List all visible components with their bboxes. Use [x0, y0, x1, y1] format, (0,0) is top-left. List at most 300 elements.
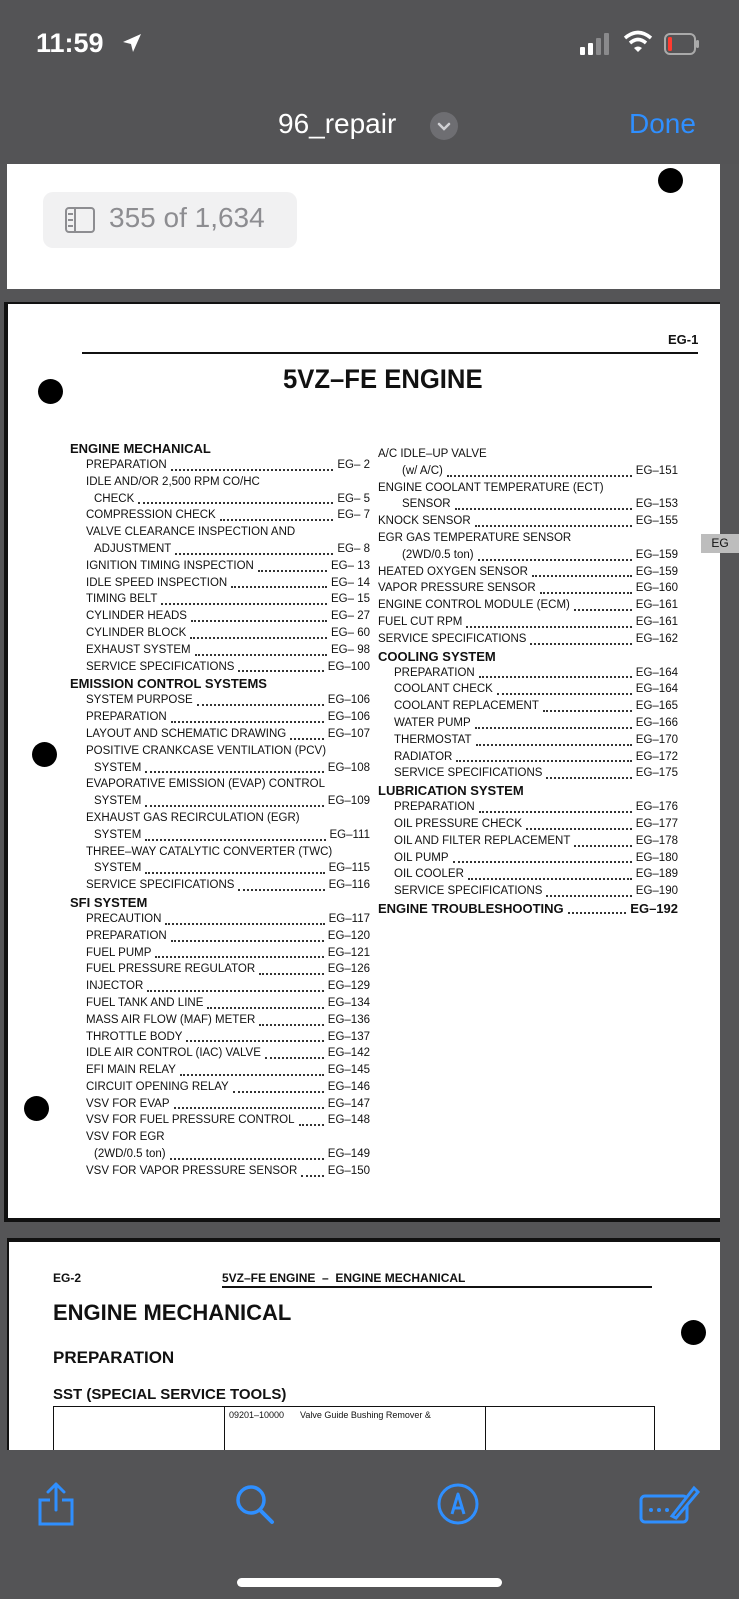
- dot-leader: [238, 670, 323, 672]
- toc-entry-page: EG–145: [327, 1064, 370, 1077]
- toc-entry[interactable]: [378, 866, 678, 883]
- toc-entry[interactable]: [378, 732, 678, 749]
- chevron-down-icon: [430, 112, 458, 140]
- toc-entry-title: SFI SYSTEM: [70, 894, 148, 910]
- toc-right-column: [378, 446, 678, 917]
- toc-entry-page: EG–117: [328, 912, 370, 925]
- status-time: 11:59: [36, 28, 104, 58]
- toc-entry-title: THROTTLE BODY: [86, 1030, 183, 1043]
- toc-entry-page: EG– 2: [337, 459, 370, 471]
- toc-entry-title: THREE–WAY CATALYTIC CONVERTER (TWC): [86, 845, 333, 858]
- toc-entry[interactable]: [378, 765, 678, 782]
- dot-leader: [231, 586, 327, 588]
- toc-entry[interactable]: [70, 860, 370, 877]
- section-title: ENGINE MECHANICAL: [53, 1300, 292, 1325]
- toc-entry-page: EG–126: [327, 963, 370, 976]
- page-indicator-label: 355 of 1,634: [109, 202, 265, 233]
- toc-entry-title: COOLANT CHECK: [394, 683, 493, 696]
- toc-entry-page: EG– 15: [331, 593, 370, 606]
- toc-entry-title: OIL PUMP: [394, 851, 449, 864]
- toc-entry[interactable]: [70, 1029, 370, 1046]
- dot-leader: [543, 710, 632, 712]
- toc-entry[interactable]: [378, 547, 678, 564]
- toc-entry-page: EG–107: [327, 727, 370, 740]
- toc-entry-page: EG–151: [635, 464, 678, 477]
- toc-entry-title: VSV FOR FUEL PRESSURE CONTROL: [86, 1114, 295, 1127]
- toc-entry-title: RADIATOR: [394, 750, 453, 763]
- dot-leader: [526, 828, 632, 830]
- toc-entry-page: EG–106: [327, 711, 370, 724]
- toc-entry[interactable]: [70, 911, 370, 928]
- dot-leader: [233, 1091, 324, 1093]
- toc-entry-page: EG–121: [327, 946, 370, 959]
- toc-entry[interactable]: [378, 715, 678, 732]
- toc-entry-title: SERVICE SPECIFICATIONS: [378, 632, 527, 645]
- dot-leader: [171, 469, 334, 471]
- toc-entry-title: ENGINE CONTROL MODULE (ECM): [378, 599, 570, 612]
- toc-entry[interactable]: [70, 524, 370, 541]
- toc-entry-title: SYSTEM: [94, 862, 142, 875]
- toc-entry-page: EG–160: [635, 582, 678, 595]
- toc-entry-title: HEATED OXYGEN SENSOR: [378, 565, 528, 578]
- home-indicator[interactable]: [237, 1578, 502, 1587]
- toc-entry-page: EG–190: [635, 885, 678, 898]
- toc-entry-page: EG– 8: [337, 542, 370, 555]
- toc-entry-page: EG–161: [635, 615, 678, 628]
- dot-leader: [138, 502, 333, 504]
- toc-section-heading[interactable]: [70, 441, 370, 457]
- toc-entry-page: EG–164: [635, 666, 678, 679]
- toc-entry[interactable]: [70, 743, 370, 760]
- toc-entry-title: KNOCK SENSOR: [378, 515, 471, 528]
- toc-entry-title: OIL PRESSURE CHECK: [394, 817, 523, 830]
- toc-entry[interactable]: [70, 1079, 370, 1096]
- toc-entry[interactable]: [70, 709, 370, 726]
- toc-entry-title: FUEL CUT RPM: [378, 615, 463, 628]
- toc-entry-page: EG–189: [635, 868, 678, 881]
- toc-entry-page: EG–146: [327, 1080, 370, 1093]
- signature-icon[interactable]: [638, 1482, 700, 1526]
- dot-leader: [258, 570, 327, 572]
- toc-entry[interactable]: [378, 698, 678, 715]
- toc-entry[interactable]: [70, 1163, 370, 1180]
- toc-entry[interactable]: [70, 474, 370, 491]
- toc-entry-page: EG–165: [635, 700, 678, 713]
- toc-entry[interactable]: [70, 591, 370, 608]
- punch-hole: [681, 1320, 706, 1345]
- page-title: 5VZ–FE ENGINE: [283, 364, 483, 394]
- dot-leader: [191, 620, 327, 622]
- toc-entry[interactable]: [70, 1112, 370, 1129]
- dot-leader: [455, 508, 632, 510]
- toc-entry[interactable]: [70, 928, 370, 945]
- toc-entry-title: EXHAUST GAS RECIRCULATION (EGR): [86, 811, 300, 824]
- toc-entry[interactable]: [70, 961, 370, 978]
- location-arrow-icon: [122, 33, 142, 53]
- tool-name: Valve Guide Bushing Remover &: [300, 1410, 431, 1420]
- toc-entry-title: OIL AND FILTER REPLACEMENT: [394, 834, 571, 847]
- toc-entry[interactable]: [378, 681, 678, 698]
- punch-hole: [24, 1096, 49, 1121]
- dot-leader: [161, 603, 327, 605]
- toc-entry-title: THERMOSTAT: [394, 733, 472, 746]
- toc-entry-page: EG–159: [635, 565, 678, 578]
- toc-entry-page: EG– 13: [331, 559, 370, 572]
- toc-entry-page: EG– 27: [331, 610, 370, 623]
- toc-entry-title: WATER PUMP: [394, 716, 471, 729]
- toc-entry-title: FUEL PUMP: [86, 946, 152, 959]
- dot-leader: [299, 1124, 324, 1126]
- toc-entry-page: EG–153: [635, 498, 678, 511]
- toc-entry[interactable]: [70, 692, 370, 709]
- header-rule: [222, 1286, 652, 1288]
- toc-entry[interactable]: [70, 642, 370, 659]
- toc-entry-title: PREPARATION: [86, 711, 167, 724]
- toc-entry[interactable]: [378, 463, 678, 480]
- dot-leader: [190, 637, 327, 639]
- markup-icon[interactable]: [436, 1482, 480, 1526]
- dot-leader: [479, 811, 632, 813]
- toc-section-heading[interactable]: [378, 901, 678, 917]
- toc-entry[interactable]: [70, 491, 370, 508]
- wifi-icon: [623, 30, 653, 54]
- toc-entry-title: IDLE AIR CONTROL (IAC) VALVE: [86, 1047, 261, 1060]
- toc-entry[interactable]: [70, 1129, 370, 1146]
- dot-leader: [238, 889, 324, 891]
- dot-leader: [476, 744, 632, 746]
- toc-left-column: [70, 440, 370, 1180]
- punch-hole: [32, 742, 57, 767]
- toc-entry-page: EG–129: [327, 980, 370, 993]
- toc-entry-title: INJECTOR: [86, 980, 144, 993]
- dot-leader: [180, 1074, 324, 1076]
- document-title[interactable]: 96_repair: [278, 108, 397, 139]
- toc-entry-title: EGR GAS TEMPERATURE SENSOR: [378, 531, 572, 544]
- section-subtitle: PREPARATION: [53, 1348, 175, 1367]
- toc-entry-page: EG–100: [327, 660, 370, 673]
- dot-leader: [145, 805, 324, 807]
- toc-entry[interactable]: [70, 608, 370, 625]
- toc-entry[interactable]: [70, 877, 370, 894]
- toc-entry[interactable]: [378, 496, 678, 513]
- toc-entry[interactable]: [378, 816, 678, 833]
- toc-entry[interactable]: [70, 726, 370, 743]
- toc-entry-page: EG–134: [327, 996, 370, 1009]
- dot-leader: [220, 519, 334, 521]
- toc-entry[interactable]: [70, 995, 370, 1012]
- dot-leader: [186, 1040, 323, 1042]
- toc-entry-title: SERVICE SPECIFICATIONS: [86, 879, 235, 892]
- toc-entry[interactable]: [70, 558, 370, 575]
- toc-entry[interactable]: [378, 883, 678, 900]
- punch-hole: [658, 168, 683, 193]
- toc-entry[interactable]: [378, 799, 678, 816]
- toc-entry[interactable]: [70, 1146, 370, 1163]
- dot-leader: [259, 973, 324, 975]
- toc-entry-title: VSV FOR VAPOR PRESSURE SENSOR: [86, 1164, 298, 1177]
- dot-leader: [468, 878, 632, 880]
- toc-entry-title: CYLINDER HEADS: [86, 610, 187, 623]
- dot-leader: [147, 990, 324, 992]
- toc-entry-page: EG– 98: [331, 643, 370, 656]
- toc-entry-title: SERVICE SPECIFICATIONS: [86, 660, 235, 673]
- toc-entry[interactable]: [70, 760, 370, 777]
- toc-entry-page: EG–106: [327, 694, 370, 707]
- toc-entry[interactable]: [378, 513, 678, 530]
- toc-entry-title: PRECAUTION: [86, 912, 162, 925]
- page-number: EG-2: [53, 1271, 82, 1285]
- toc-entry-page: EG–162: [635, 632, 678, 645]
- toc-entry-title: IDLE AND/OR 2,500 RPM CO/HC: [86, 475, 260, 488]
- toc-entry-title: EXHAUST SYSTEM: [86, 643, 191, 656]
- toc-entry-title: COMPRESSION CHECK: [86, 509, 216, 522]
- toc-entry-title: A/C IDLE–UP VALVE: [378, 448, 487, 460]
- dot-leader: [532, 575, 632, 577]
- toc-entry-page: EG–176: [635, 801, 678, 814]
- dot-leader: [497, 693, 632, 695]
- toc-entry-title: CHECK: [94, 492, 135, 505]
- document-page-eg2: [7, 1238, 720, 1450]
- toc-entry[interactable]: [70, 978, 370, 995]
- dot-leader: [145, 771, 324, 773]
- dot-leader: [175, 553, 333, 555]
- toc-entry-title: FUEL TANK AND LINE: [86, 996, 204, 1009]
- share-icon[interactable]: [36, 1482, 76, 1526]
- toc-entry-page: EG–115: [328, 862, 370, 875]
- sst-heading: SST (SPECIAL SERVICE TOOLS): [53, 1386, 287, 1403]
- toc-entry[interactable]: [70, 625, 370, 642]
- toc-entry-title: SENSOR: [402, 498, 451, 511]
- previous-page: [7, 164, 720, 289]
- toc-entry[interactable]: [70, 810, 370, 827]
- toc-entry-page: EG–170: [635, 733, 678, 746]
- toc-entry-page: EG–108: [327, 761, 370, 774]
- dot-leader: [475, 727, 632, 729]
- toc-entry-title: TIMING BELT: [86, 593, 158, 606]
- toc-entry-title: COOLING SYSTEM: [378, 648, 496, 664]
- dot-leader: [456, 760, 631, 762]
- toc-entry[interactable]: [70, 793, 370, 810]
- toc-entry-title: SERVICE SPECIFICATIONS: [394, 885, 543, 898]
- toc-entry-page: EG–180: [635, 851, 678, 864]
- toc-entry[interactable]: [378, 749, 678, 766]
- toc-entry[interactable]: [70, 1012, 370, 1029]
- toc-entry[interactable]: [70, 844, 370, 861]
- battery-icon: [664, 33, 700, 55]
- toc-entry-title: POSITIVE CRANKCASE VENTILATION (PCV): [86, 744, 327, 757]
- dot-leader: [174, 1107, 324, 1109]
- toc-entry-title: PREPARATION: [394, 801, 475, 814]
- toc-entry-title: (w/ A/C): [402, 464, 443, 477]
- toc-entry-page: EG–150: [327, 1164, 370, 1177]
- toc-entry-page: EG–149: [327, 1148, 370, 1161]
- page-thumbnails-icon: [65, 207, 95, 233]
- cellular-signal-icon: [580, 33, 614, 55]
- toc-entry[interactable]: [378, 564, 678, 581]
- toc-entry[interactable]: [378, 665, 678, 682]
- toc-entry-page: EG– 60: [331, 626, 370, 639]
- toc-entry-page: EG– 7: [337, 509, 370, 522]
- toc-section-heading[interactable]: [378, 783, 678, 799]
- toc-entry-title: PREPARATION: [394, 666, 475, 679]
- toc-entry[interactable]: [70, 507, 370, 524]
- toc-entry[interactable]: [70, 776, 370, 793]
- section-tab[interactable]: EG: [701, 534, 739, 553]
- toc-entry-title: VALVE CLEARANCE INSPECTION AND: [86, 526, 296, 539]
- sst-table: [53, 1406, 655, 1450]
- dot-leader: [165, 923, 324, 925]
- toc-entry-title: SYSTEM: [94, 761, 142, 774]
- toc-entry-title: CIRCUIT OPENING RELAY: [86, 1080, 229, 1093]
- toc-entry[interactable]: [70, 1096, 370, 1113]
- document-viewer[interactable]: [0, 164, 739, 1450]
- dot-leader: [546, 895, 631, 897]
- toc-entry-page: EG–161: [635, 599, 678, 612]
- dot-leader: [171, 721, 324, 723]
- toc-entry[interactable]: [378, 614, 678, 631]
- title-menu-button[interactable]: [430, 112, 458, 140]
- toc-entry-title: EVAPORATIVE EMISSION (EVAP) CONTROL: [86, 778, 325, 791]
- document-navbar: [0, 92, 739, 164]
- done-button[interactable]: Done: [629, 108, 696, 139]
- toc-entry-title: IDLE SPEED INSPECTION: [86, 576, 228, 589]
- toc-section-heading[interactable]: [378, 649, 678, 665]
- page-indicator[interactable]: [43, 192, 297, 248]
- toc-entry-title: ENGINE COOLANT TEMPERATURE (ECT): [378, 481, 604, 494]
- toc-entry-title: VSV FOR EVAP: [86, 1097, 170, 1110]
- dot-leader: [290, 738, 324, 740]
- toc-entry[interactable]: [378, 850, 678, 867]
- toc-entry[interactable]: [70, 827, 370, 844]
- toc-entry-title: COOLANT REPLACEMENT: [394, 700, 539, 713]
- dot-leader: [195, 654, 327, 656]
- toc-entry-page: EG–175: [635, 767, 678, 780]
- header-rule: [82, 352, 698, 354]
- toc-entry[interactable]: [378, 480, 678, 497]
- toc-entry[interactable]: [378, 597, 678, 614]
- toc-entry[interactable]: [378, 833, 678, 850]
- toc-entry-page: EG–192: [630, 900, 678, 916]
- toc-entry-page: EG–178: [635, 834, 678, 847]
- toc-entry[interactable]: [378, 580, 678, 597]
- toc-entry-page: EG–116: [328, 879, 370, 892]
- document-page-eg1: [4, 302, 720, 1222]
- toc-entry-page: EG–159: [635, 548, 678, 561]
- toc-entry-page: EG–164: [635, 683, 678, 696]
- toc-entry[interactable]: [70, 1045, 370, 1062]
- toc-entry[interactable]: [70, 659, 370, 676]
- toc-entry[interactable]: [378, 530, 678, 547]
- punch-hole: [38, 379, 63, 404]
- dot-leader: [170, 1158, 324, 1160]
- toc-entry-page: EG–172: [635, 750, 678, 763]
- dot-leader: [207, 1007, 323, 1009]
- toc-entry-title: FUEL PRESSURE REGULATOR: [86, 963, 256, 976]
- search-icon[interactable]: [234, 1482, 276, 1526]
- dot-leader: [568, 912, 627, 914]
- toc-entry-title: (2WD/0.5 ton): [94, 1148, 166, 1161]
- dot-leader: [466, 626, 631, 628]
- toc-entry-title: SYSTEM: [94, 828, 142, 841]
- dot-leader: [197, 704, 324, 706]
- toc-entry[interactable]: [378, 446, 678, 463]
- dot-leader: [475, 525, 632, 527]
- page-header: 5VZ–FE ENGINE – ENGINE MECHANICAL: [222, 1271, 466, 1285]
- toc-entry-title: ADJUSTMENT: [94, 542, 172, 555]
- toc-section-heading[interactable]: [70, 676, 370, 692]
- toc-entry-page: EG–111: [329, 828, 370, 841]
- dot-leader: [155, 956, 323, 958]
- toc-entry-title: SYSTEM: [94, 795, 142, 808]
- toc-entry-page: EG–137: [327, 1030, 370, 1043]
- dot-leader: [447, 475, 632, 477]
- toc-entry-page: EG–109: [327, 795, 370, 808]
- toc-entry-title: ENGINE MECHANICAL: [70, 441, 211, 456]
- dot-leader: [301, 1175, 323, 1177]
- toc-entry-title: CYLINDER BLOCK: [86, 626, 187, 639]
- toc-entry[interactable]: [70, 457, 370, 474]
- toc-entry[interactable]: [378, 631, 678, 648]
- dot-leader: [265, 1057, 324, 1059]
- status-bar: [0, 0, 739, 92]
- toc-entry-page: EG–148: [327, 1114, 370, 1127]
- toc-entry-page: EG–166: [635, 716, 678, 729]
- dot-leader: [479, 676, 632, 678]
- toc-entry[interactable]: [70, 945, 370, 962]
- toc-entry-title: SYSTEM PURPOSE: [86, 694, 193, 707]
- dot-leader: [145, 872, 324, 874]
- dot-leader: [259, 1024, 323, 1026]
- toc-entry-page: EG–142: [327, 1047, 370, 1060]
- toc-entry-title: MASS AIR FLOW (MAF) METER: [86, 1013, 256, 1026]
- dot-leader: [540, 592, 632, 594]
- toc-entry-page: EG–155: [635, 515, 678, 528]
- dot-leader: [546, 777, 631, 779]
- dot-leader: [453, 861, 632, 863]
- toc-entry-title: IGNITION TIMING INSPECTION: [86, 559, 254, 572]
- toc-entry-page: EG– 14: [331, 576, 370, 589]
- toc-entry-page: EG–136: [327, 1013, 370, 1026]
- toc-entry-title: LUBRICATION SYSTEM: [378, 783, 524, 799]
- toc-entry-title: VAPOR PRESSURE SENSOR: [378, 582, 536, 595]
- dot-leader: [171, 940, 324, 942]
- toc-entry-title: EFI MAIN RELAY: [86, 1064, 176, 1077]
- tool-number: 09201–10000: [229, 1410, 285, 1420]
- toc-entry-page: EG–147: [327, 1097, 370, 1110]
- dot-leader: [478, 559, 632, 561]
- toc-entry-title: PREPARATION: [86, 929, 167, 942]
- toc-entry-title: ENGINE TROUBLESHOOTING: [378, 900, 564, 916]
- dot-leader: [574, 845, 631, 847]
- toc-section-heading[interactable]: [70, 895, 370, 911]
- page-number: EG-1: [668, 332, 699, 347]
- toc-entry-title: OIL COOLER: [394, 868, 464, 881]
- dot-leader: [145, 839, 325, 841]
- toc-entry-title: SERVICE SPECIFICATIONS: [394, 767, 543, 780]
- toc-entry-page: EG–120: [327, 929, 370, 942]
- dot-leader: [530, 643, 631, 645]
- toc-entry-title: EMISSION CONTROL SYSTEMS: [70, 676, 267, 692]
- toc-entry-title: PREPARATION: [86, 459, 167, 471]
- toc-entry[interactable]: [70, 575, 370, 592]
- toc-entry-page: EG– 5: [337, 492, 370, 505]
- dot-leader: [574, 609, 632, 611]
- toc-entry-title: LAYOUT AND SCHEMATIC DRAWING: [86, 727, 287, 740]
- toc-entry[interactable]: [70, 1062, 370, 1079]
- toc-entry[interactable]: [70, 541, 370, 558]
- toc-entry-title: VSV FOR EGR: [86, 1131, 165, 1144]
- toc-entry-title: (2WD/0.5 ton): [402, 548, 474, 561]
